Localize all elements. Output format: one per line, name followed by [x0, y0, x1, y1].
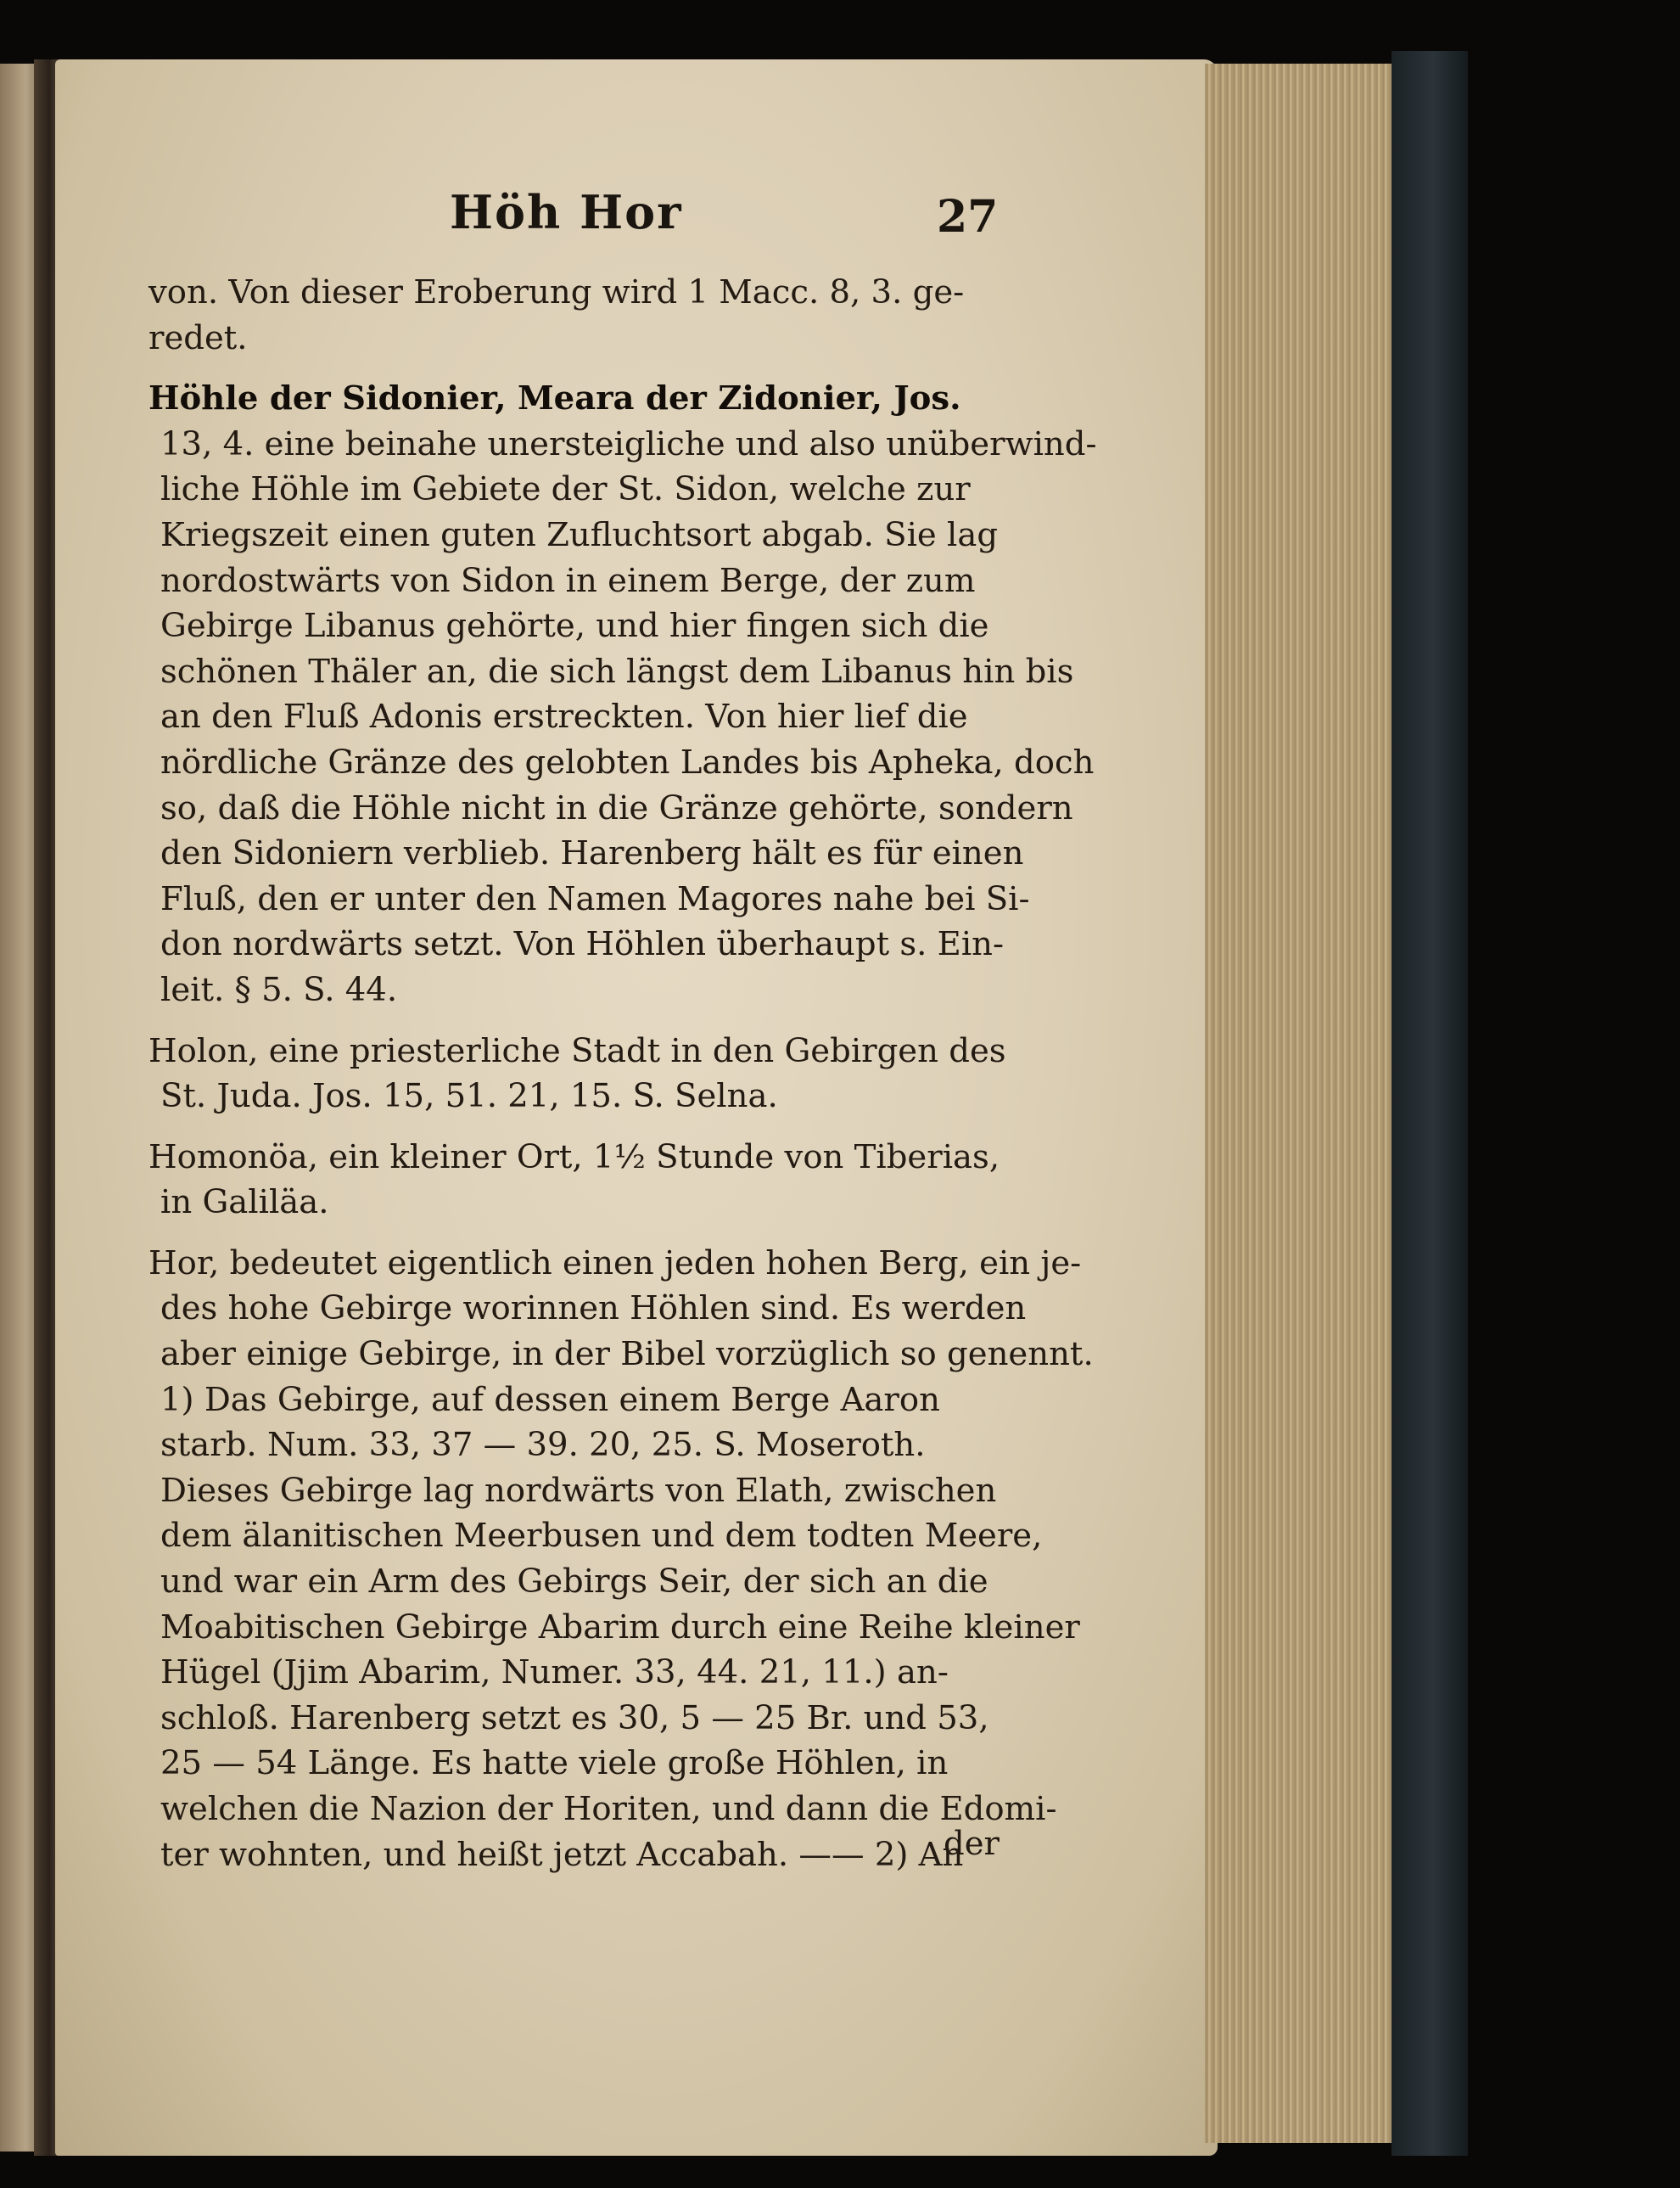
text-line: schönen Thäler an, die sich längst dem Libanus hin bis	[160, 652, 1074, 691]
text-line: 13, 4. eine beinahe unersteigliche und also unüberwind-	[160, 424, 1097, 463]
text-line: Kriegszeit einen guten Zufluchtsort abgab. Sie lag	[160, 515, 999, 554]
text-line: 1) Das Gebirge, auf dessen einem Berge Aaron	[160, 1380, 940, 1419]
text-line: starb. Num. 33, 37 — 39. 20, 25. S. Moseroth.	[160, 1426, 926, 1465]
page-body	[148, 270, 1097, 1877]
text-line: leit. § 5. S. 44.	[160, 970, 398, 1009]
text-line: Fluß, den er unter den Namen Magores nahe bei Si-	[160, 879, 1030, 918]
text-line: welchen die Nazion der Horiten, und dann die Edomi-	[160, 1790, 1057, 1828]
page-block-edges	[1205, 64, 1392, 2143]
text-line: Hügel (Jjim Abarim, Numer. 33, 44. 21, 11.) an-	[160, 1653, 949, 1692]
text-line: und war ein Arm des Gebirgs Seir, der sich an die	[160, 1562, 988, 1602]
text-line: schloß. Harenberg setzt es 30, 5 — 25 Br. und 53,	[160, 1698, 989, 1737]
entry-holon	[148, 1029, 1006, 1119]
text-line: nördliche Gränze des gelobten Landes bis Apheka, doch	[160, 743, 1095, 782]
text-line: nordostwärts von Sidon in einem Berge, der zum	[160, 561, 976, 600]
running-head: Höh Hor	[450, 185, 683, 239]
continued-paragraph	[148, 270, 997, 361]
entry-hor	[148, 1241, 1094, 1877]
text-line: des hohe Gebirge worinnen Höhlen sind. Es werden	[160, 1289, 1027, 1328]
catchword: der	[944, 1825, 1000, 1863]
entry-hoehle	[148, 376, 1097, 1013]
text-line: redet.	[148, 318, 248, 357]
entry-homonoea	[148, 1135, 1000, 1226]
text-line: dem älanitischen Meerbusen und dem todten Meere,	[160, 1517, 1043, 1556]
page-number: 27	[937, 191, 999, 243]
text-line: St. Juda. Jos. 15, 51. 21, 15. S. Selna.	[160, 1077, 778, 1116]
text-line: 25 — 54 Länge. Es hatte viele große Höhlen, in	[160, 1744, 949, 1783]
text-line: aber einige Gebirge, in der Bibel vorzüglich so genennt.	[160, 1335, 1094, 1374]
text-line: von. Von dieser Eroberung wird 1 Macc. 8, 3. ge-	[148, 273, 965, 311]
text-line: Dieses Gebirge lag nordwärts von Elath, zwischen	[160, 1471, 997, 1510]
text-line: so, daß die Höhle nicht in die Gränze gehörte, sondern	[160, 788, 1073, 828]
entry-heading-line: Höhle der Sidonier, Meara der Zidonier, Jos.	[148, 379, 961, 418]
text-line: ter wohnten, und heißt jetzt Accabah. —— 2) An	[160, 1835, 964, 1874]
text-line: in Galiläa.	[160, 1183, 329, 1222]
entry-heading-line: Hor, bedeutet eigentlich einen jeden hohen Berg, ein je-	[148, 1243, 1082, 1282]
entry-heading-line: Homonöa, ein kleiner Ort, 1½ Stunde von Tiberias,	[148, 1137, 1000, 1176]
text-line: liche Höhle im Gebiete der St. Sidon, welche zur	[160, 470, 971, 509]
text-line: an den Fluß Adonis erstreckten. Von hier lief die	[160, 698, 968, 737]
text-line: don nordwärts setzt. Von Höhlen überhaupt s. Ein-	[160, 925, 1005, 964]
book-cover-edge	[1392, 51, 1468, 2156]
text-line: den Sidoniern verblieb. Harenberg hält es für einen	[160, 834, 1024, 873]
entry-heading-line: Holon, eine priesterliche Stadt in den Gebirgen des	[148, 1031, 1006, 1070]
text-line: Gebirge Libanus gehörte, und hier fingen sich die	[160, 607, 989, 646]
text-line: Moabitischen Gebirge Abarim durch eine Reihe kleiner	[160, 1607, 1080, 1647]
